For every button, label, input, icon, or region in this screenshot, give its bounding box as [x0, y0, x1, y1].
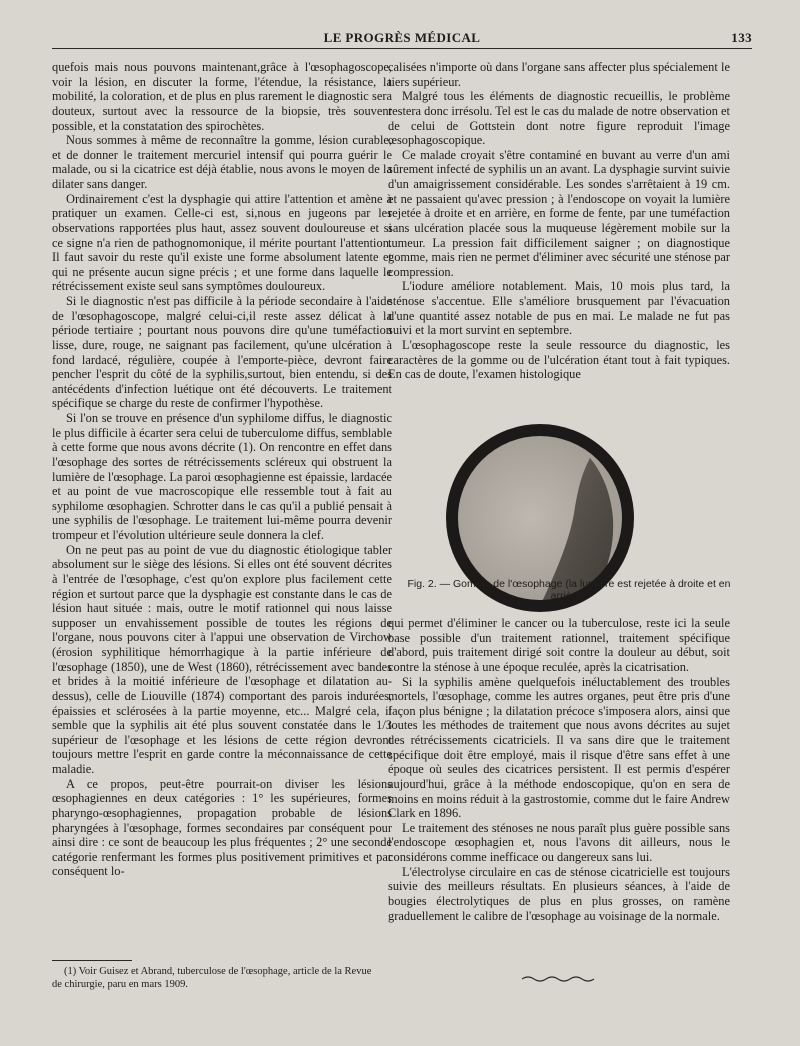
paragraph: L'électrolyse circulaire en cas de sténose cicatricielle est toujours suivie des meilleurs résultats. En plusieurs séances, à l'aide de bougies électrolytiques de plus en plus grosses, on ramène graduellement le calibre de l'œsophage au voisinage de la normale.	[388, 864, 730, 923]
paragraph: L'iodure améliore notablement. Mais, 10 mois plus tard, la sténose s'accentue. Elle s'améliore brusquement par l'évacuation d'une quantité assez notable de pus en mai. Le malade ne fut pas suivi et la mort survint en septembre.	[388, 279, 730, 338]
paragraph: Malgré tous les éléments de diagnostic recueillis, le problème restera donc irrésolu. Tel est le cas du malade de notre observation et de celui de Gottstein dont notre figure reproduit l'image œsophagoscopique.	[388, 89, 730, 148]
paragraph: qui permet d'éliminer le cancer ou la tuberculose, reste ici la seule base possible d'un traitement rationnel, traitement spécifique d'abord, puis traitement dirigé soit contre la douleur au début, soit contre la sténose à une époque reculée, après la cicatrisation.	[388, 616, 730, 674]
header-rule	[52, 48, 752, 49]
paragraph: Ce malade croyait s'être contaminé en buvant au verre d'un ami sûrement infecté de syphilis un an avant. La dysphagie survint suivie d'un amaigrissement considérable. Les sondes s'arrêtaient à 19 cm. et ne passaient qu'avec pression ; à l'endoscope on voyait la lumière rejetée à droite et en arrière, en forme de fente, par une tuméfaction sans ulcération placée sous la muqueuse légèrement mobile sur la tumeur. La pression fait difficilement saigner ; on diagnostique gomme, mais rien ne permet d'éliminer avec sécurité une sténose par compression.	[388, 147, 730, 279]
figure-caption: Fig. 2. — Gomme de l'œsophage (la lumière est rejetée à droite et en arrière).	[407, 578, 731, 602]
paragraph: Si l'on se trouve en présence d'un syphilome diffus, le diagnostic le plus difficile à écarter sera celui de tuberculome diffus, semblable à cette forme que nous avons décrite (1). On rencontre en effet dans l'œsophage des sortes de rétrécissements scléreux qui obstruent la lumière de l'œsophage. La paroi œsophagienne est épaissie, lardacée et au point de vue macroscopique elle ressemble tout à fait au syphilome œsophagien. Schrotter dans le cas qu'il a publié pensait à une syphilis de l'œsophage. Le traitement lui-même pourra devenir trompeur et l'évolution ultérieure seule donnera la clef.	[52, 411, 392, 542]
end-ornament	[520, 974, 600, 984]
paragraph: Ordinairement c'est la dysphagie qui attire l'attention et amène à pratiquer un examen. Celle-ci est, si,nous en jugeons par les observations rapportées plus haut, assez souvent douloureuse et si ce signe n'a rien de pathognomonique, il mérite pourtant l'attention. Il faut savoir du reste qu'il existe une forme absolument latente et qui ne présente aucun signe précis ; et une forme dans laquelle le rétrécissement existe seul sans symptômes douloureux.	[52, 191, 392, 294]
paragraph: calisées n'importe où dans l'organe sans affecter plus spécialement le tiers supérieur.	[388, 60, 730, 89]
right-column-top	[388, 60, 730, 382]
paragraph: L'œsophagoscope reste la seule ressource du diagnostic, les caractères de la gomme ou de l'ulcération étant tout à fait typiques. En cas de doute, l'examen histologique	[388, 337, 730, 382]
paragraph: Le traitement des sténoses ne nous paraît plus guère possible sans l'endoscope œsophagien et, nous l'avons dit ailleurs, nous le considérons comme inefficace ou dangereux sans lui.	[388, 820, 730, 864]
paragraph: On ne peut pas au point de vue du diagnostic étiologique tabler absolument sur le siège des lésions. Si elles ont été souvent décrites à l'entrée de l'œsophage, c'est qu'on explore plus facilement cette région et surtout parce que la dysphagie est constante dans le cas de lésion haut située : mais, outre le motif rationnel qui nous laisse supposer un envahissement possible de toutes les régions de l'organe, nous pouvons citer à l'appui une observation de Virchow (érosion syphilitique hémorrhagique à la partie inférieure de l'œsophage (1850), une de West (1860), rétrécissement avec bandes et brides à la moitié inférieure de l'œsophage et dilatation au-dessus), celle de Liouville (1874) comportant des parois indurées, épaissies et sclérosées à la partie moyenne, etc... Malgré cela, il semble que la syphilis ait été plus souvent constatée dans le 1/3 supérieur de l'œsophage et les lésions de cette région devront toujours mettre l'esprit en garde contre la méconnaissance de cette maladie.	[52, 542, 392, 776]
left-column	[52, 60, 392, 879]
paragraph: quefois mais nous pouvons maintenant,grâce à l'œsophagoscope, voir la lésion, en discuter la forme, l'étendue, la résistance, la mobilité, la coloration, et de plus en plus rarement le diagnostic sera douteux, surtout avec la ressource de la biopsie, très souvent possible, et la constatation des spirochètes.	[52, 60, 392, 133]
journal-title: LE PROGRÈS MÉDICAL	[323, 30, 481, 45]
footnote-rule	[52, 960, 132, 961]
page-number: 133	[731, 30, 752, 45]
paragraph: Si le diagnostic n'est pas difficile à la période secondaire à l'aide de l'œsophagoscope, malgré celui-ci,il reste assez délicat à la période tertiaire ; pourtant nous pouvons dire qu'une tuméfaction lisse, dure, rouge, ne saignant pas facilement, qu'une ulcération à fond lardacé, régulière, coupée à l'emporte-pièce, devront faire pencher l'esprit du côté de la syphilis,surtout, bien entendu, si des antécédents d'infection luétique ont été découverts. Le traitement spécifique se charge du reste de confirmer l'hypothèse.	[52, 294, 392, 411]
right-column-bottom	[388, 616, 730, 923]
footnote: (1) Voir Guisez et Abrand, tuberculose de l'œsophage, article de la Revue de chirurgie, paru en mars 1909.	[52, 966, 372, 990]
paragraph: Nous sommes à même de reconnaître la gomme, lésion curable, et de donner le traitement mercuriel intensif qui pourra guérir le malade, ou si la cicatrice est déjà établie, nous avons le moyen de la dilater sans danger.	[52, 133, 392, 191]
paragraph: Si la syphilis amène quelquefois inéluctablement des troubles mortels, l'œsophage, comme les autres organes, peut être pris d'une façon plus bénigne ; la dilatation précoce s'imposera alors, ainsi que toutes les méthodes de traitement que nous avons décrites au sujet des rétrécissements cicatriciels. Il va sans dire que le traitement spécifique doit être employé, mais il risque d'être sans effet à une époque où seules des cicatrices persistent. Il est permis d'espérer aujourd'hui, grâce à la méthode endoscopique, qu'on en sera de moins en moins réduit à la gastrostomie, comme dut le faire Andrew Clark en 1896.	[388, 674, 730, 821]
paragraph: A ce propos, peut-être pourrait-on diviser les lésions œsophagiennes en deux catégories : 1° les supérieures, formes pharyngo-œsophagiennes, propagation probable de lésions pharyngées à l'œsophage, formes secondaires par conséquent pour ainsi dire : ce sont de beaucoup les plus fréquentes ; 2° une seconde catégorie renfermant les formes plus positivement primitives et par conséquent lo-	[52, 776, 392, 879]
running-header	[52, 30, 752, 50]
